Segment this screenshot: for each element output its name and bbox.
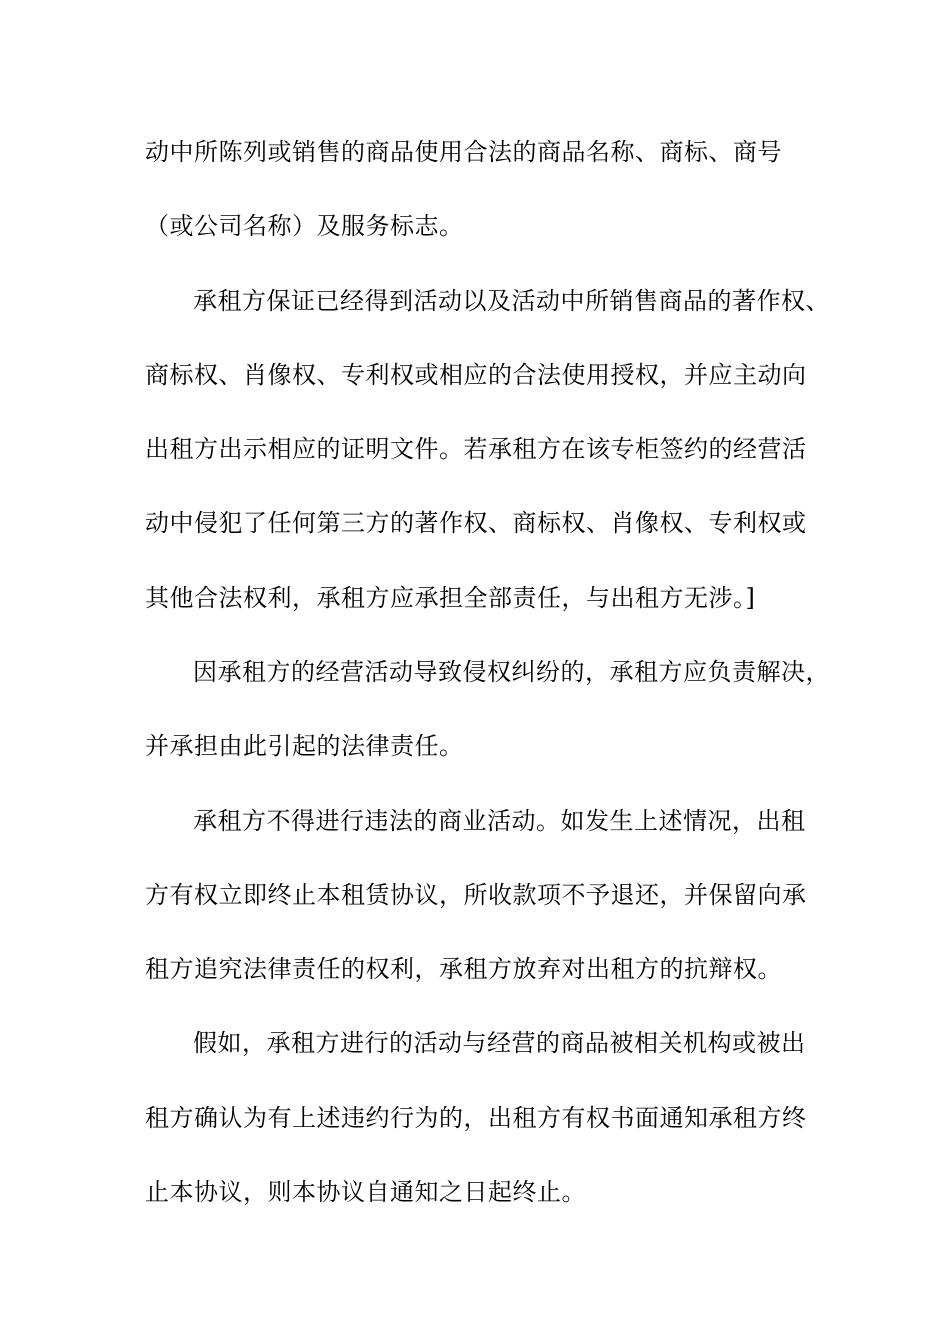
paragraph-line: 租方确认为有上述违约行为的，出租方有权书面通知承租方终 <box>145 1104 807 1132</box>
paragraph-line: 动中侵犯了任何第三方的著作权、商标权、肖像权、专利权或 <box>145 509 807 537</box>
paragraph-line: 其他合法权利，承租方应承担全部责任，与出租方无涉。] <box>145 584 756 612</box>
paragraph-line: 承租方保证已经得到活动以及活动中所销售商品的著作权、 <box>193 287 830 315</box>
paragraph-line: 因承租方的经营活动导致侵权纠纷的，承租方应负责解决， <box>193 658 830 686</box>
paragraph-line: 假如，承租方进行的活动与经营的商品被相关机构或被出 <box>193 1029 806 1057</box>
paragraph-line: （或公司名称）及服务标志。 <box>145 212 464 240</box>
paragraph-line: 动中所陈列或销售的商品使用合法的商品名称、商标、商号 <box>145 138 782 166</box>
paragraph-line: 止本协议，则本协议自通知之日起终止。 <box>145 1178 586 1206</box>
paragraph-line: 方有权立即终止本租赁协议，所收款项不予退还，并保留向承 <box>145 881 807 909</box>
paragraph-line: 并承担由此引起的法律责任。 <box>145 732 464 760</box>
paragraph-line: 出租方出示相应的证明文件。若承租方在该专柜签约的经营活 <box>145 435 807 463</box>
paragraph-line: 承租方不得进行违法的商业活动。如发生上述情况，出租 <box>193 807 806 835</box>
paragraph-line: 租方追究法律责任的权利，承租方放弃对出租方的抗辩权。 <box>145 955 782 983</box>
paragraph-line: 商标权、肖像权、专利权或相应的合法使用授权，并应主动向 <box>145 361 807 389</box>
